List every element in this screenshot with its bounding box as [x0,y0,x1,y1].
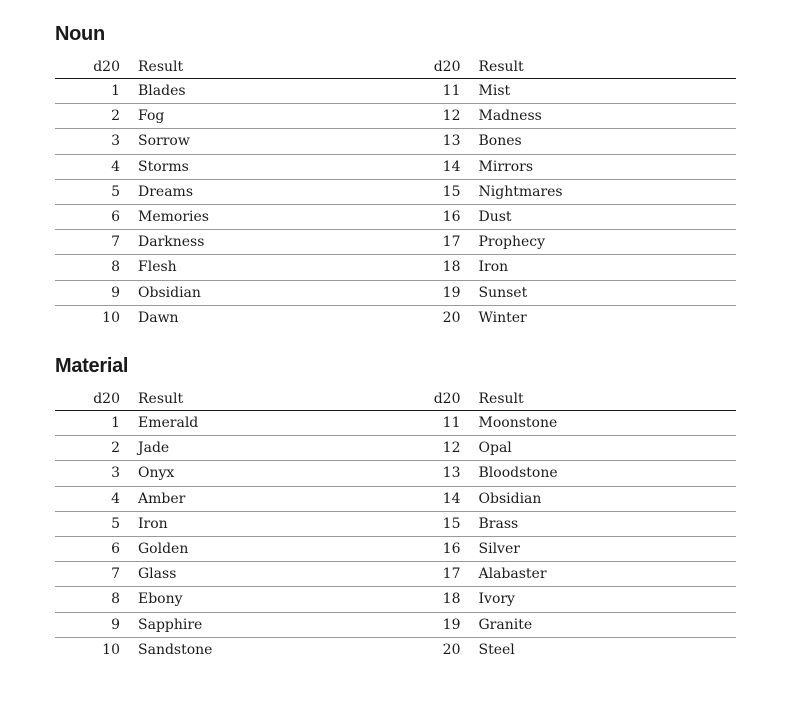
roll-number: 1 [55,79,138,104]
noun-table-left [55,55,396,330]
roll-result: Dreams [138,179,396,204]
table-row [55,536,396,561]
roll-number: 3 [55,461,138,486]
roll-number: 8 [55,587,138,612]
column-header-die: d20 [55,387,138,411]
table-row [396,280,737,305]
roll-number: 9 [55,280,138,305]
material-table-left [55,387,396,662]
column-header-die: d20 [396,387,479,411]
table-header-row [396,387,737,411]
table-row [396,562,737,587]
table-header-row [55,55,396,79]
table-row [396,79,737,104]
material-table-right [396,387,737,662]
roll-number: 11 [396,79,479,104]
roll-number: 16 [396,536,479,561]
roll-result: Dust [479,204,737,229]
table-row [396,104,737,129]
roll-result: Winter [478,309,527,326]
table-row [55,204,396,229]
roll-number: 18 [396,587,479,612]
roll-result: Blades [138,79,396,104]
column-header-die: d20 [396,55,479,79]
roll-result: Prophecy [479,230,737,255]
table-row [396,436,737,461]
roll-result: Moonstone [479,411,737,436]
noun-section [55,21,736,330]
roll-result: Dawn [138,309,179,326]
table-row [396,637,737,662]
roll-result: Golden [138,536,396,561]
roll-result: Memories [138,204,396,229]
roll-number: 13 [396,129,479,154]
roll-number: 18 [396,255,479,280]
table-row [55,230,396,255]
column-header-result: Result [479,387,737,411]
roll-number: 6 [55,536,138,561]
roll-result: Glass [138,562,396,587]
table-row [396,411,737,436]
material-section [55,353,736,662]
roll-number: 5 [55,179,138,204]
table-row [396,179,737,204]
table-row [55,154,396,179]
roll-number: 14 [396,154,479,179]
roll-number: 17 [396,230,479,255]
roll-result: Storms [138,154,396,179]
roll-number: 9 [55,612,138,637]
roll-result: Nightmares [479,179,737,204]
roll-number: 14 [396,486,479,511]
roll-number: 3 [55,129,138,154]
table-row [55,179,396,204]
table-row [55,104,396,129]
column-header-result: Result [138,387,396,411]
table-row [55,411,396,436]
roll-result: Sandstone [138,641,213,658]
column-header-result: Result [479,55,737,79]
roll-number: 4 [55,154,138,179]
table-row [55,280,396,305]
table-header-row [55,387,396,411]
table-row [396,154,737,179]
table-row [396,230,737,255]
roll-number: 6 [55,204,138,229]
column-header-die: d20 [55,55,138,79]
section-title: Noun [55,23,105,45]
table-row [396,305,737,330]
roll-number: 16 [396,204,479,229]
table-row [55,79,396,104]
roll-result: Mirrors [479,154,737,179]
table-row [55,562,396,587]
section-title: Material [55,355,129,377]
table-row [396,536,737,561]
table-row [396,612,737,637]
roll-number: 20 [442,309,461,326]
roll-result: Obsidian [138,280,396,305]
roll-result: Darkness [138,230,396,255]
roll-number: 2 [55,104,138,129]
table-row [55,461,396,486]
roll-result: Madness [479,104,737,129]
roll-result: Obsidian [479,486,737,511]
table-row [396,204,737,229]
roll-result: Onyx [138,461,396,486]
roll-number: 8 [55,255,138,280]
table-row [55,612,396,637]
roll-number: 4 [55,486,138,511]
roll-number: 2 [55,436,138,461]
roll-result: Brass [479,511,737,536]
roll-number: 15 [396,511,479,536]
table-row [396,255,737,280]
roll-number: 13 [396,461,479,486]
noun-table-right [396,55,737,330]
roll-result: Granite [479,612,737,637]
roll-result: Ebony [138,587,396,612]
roll-number: 11 [396,411,479,436]
roll-result: Alabaster [479,562,737,587]
roll-result: Amber [138,486,396,511]
table-row [396,129,737,154]
roll-result: Jade [138,436,396,461]
roll-result: Fog [138,104,396,129]
table-row [396,486,737,511]
table-row [55,436,396,461]
table-row [55,129,396,154]
table-row [396,461,737,486]
roll-number: 7 [55,562,138,587]
roll-result: Ivory [479,587,737,612]
roll-number: 1 [55,411,138,436]
roll-result: Iron [138,511,396,536]
roll-number: 12 [396,104,479,129]
noun-table-group [55,55,736,330]
roll-result: Sunset [479,280,737,305]
roll-result: Opal [479,436,737,461]
column-header-result: Result [138,55,396,79]
table-row [55,587,396,612]
roll-result: Bloodstone [479,461,737,486]
roll-number: 19 [396,280,479,305]
roll-result: Sorrow [138,129,396,154]
roll-result: Mist [479,79,737,104]
roll-number: 5 [55,511,138,536]
table-row [55,255,396,280]
roll-number: 7 [55,230,138,255]
roll-number: 10 [102,309,120,326]
roll-number: 20 [442,641,461,658]
table-header-row [396,55,737,79]
roll-result: Silver [479,536,737,561]
roll-result: Iron [479,255,737,280]
roll-result: Bones [479,129,737,154]
roll-number: 12 [396,436,479,461]
table-row [55,511,396,536]
roll-result: Sapphire [138,612,396,637]
table-row [55,486,396,511]
table-row [396,587,737,612]
roll-number: 17 [396,562,479,587]
roll-number: 10 [102,641,120,658]
table-row [396,511,737,536]
roll-result: Steel [478,641,515,658]
table-row [55,637,396,662]
roll-result: Emerald [138,411,396,436]
table-row [55,305,396,330]
material-table-group [55,387,736,662]
roll-number: 15 [396,179,479,204]
roll-result: Flesh [138,255,396,280]
roll-number: 19 [396,612,479,637]
